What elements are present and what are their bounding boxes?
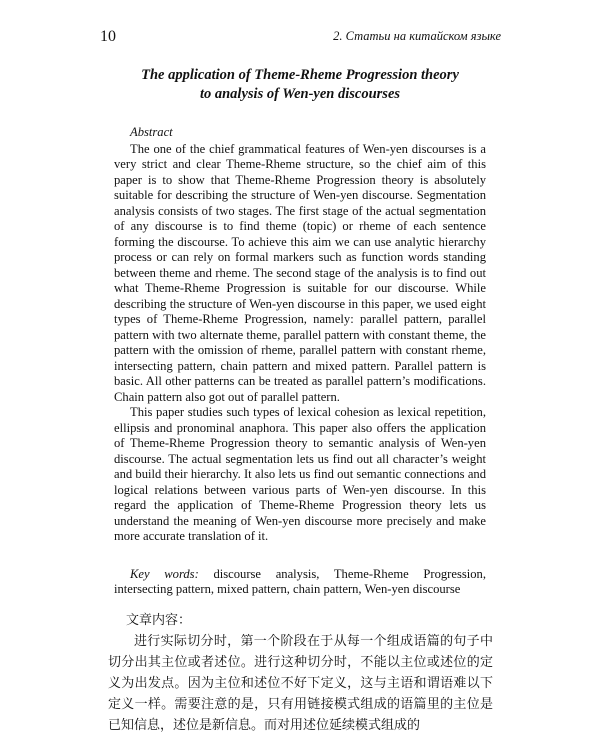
- keywords: [114, 567, 486, 598]
- chinese-content-label: 文章内容：: [126, 613, 192, 628]
- abstract-paragraph: The one of the chief grammatical features of Wen-yen discourses is a very strict and clear Theme-Rheme structure, so the chief aim of this paper is to show that Theme-Rheme Progression theory is absolutely suitable for describing the structure of Wen-yen discourse. Segmentation analysis consists of two stages. The first stage of the actual segmentation of any discourse is to find theme (topic) or rheme of each sentence forming the discourse. To achieve this aim we can use analytic hierarchy process or can rely on formal markers such as function words standing between theme and rheme. The second stage of the analysis is to find out what Theme-Rheme Progression is suitable for our discourse. While describing the structure of Wen-yen discourse in this paper, we used eight types of Theme-Rheme Progression, namely: parallel pattern, parallel pattern with two alternate theme, parallel pattern with constant theme, the pattern with the omission of rheme, parallel pattern with constant rheme, intersecting pattern, chain pattern and mixed pattern. Parallel pattern is basic. All other patterns can be treated as parallel pattern’s modifications. Chain pattern also got out of parallel pattern.: [114, 141, 486, 404]
- title-line-2: to analysis of Wen-yen discourses: [199, 86, 401, 102]
- abstract-section: [114, 125, 486, 598]
- page-header: [100, 28, 501, 48]
- keywords-text: discourse analysis, Theme-Rheme Progression, intersecting pattern, mixed pattern, chain pattern, Wen-yen discourse: [114, 566, 486, 596]
- chinese-content: [108, 610, 493, 736]
- abstract-heading: Abstract: [130, 125, 173, 139]
- title-line-1: The application of Theme-Rheme Progression theory: [141, 67, 459, 83]
- chinese-content-body: 进行实际切分时，第一个阶段在于从每一个组成语篇的句子中切分出其主位或者述位。进行这种切分时，不能以主位或述位的定义为出发点。因为主位和述位不好下定义，这与主语和谓语难以下定义一样。需要注意的是，只有用链接模式组成的语篇里的主位是已知信息，述位是新信息。而对用述位延续模式组成的: [108, 634, 493, 733]
- article-title: [90, 66, 510, 104]
- abstract-paragraph: This paper studies such types of lexical cohesion as lexical repetition, ellipsis and pronominal anaphora. This paper also offers the application of Theme-Rheme Progression theory to semantic analysis of Wen-yen discourse. The actual segmentation lets us find out all character’s weight and build their hierarchy. It also lets us find out semantic connections and logical relations between various parts of Wen-yen discourse. In this regard the application of Theme-Rheme Progression theory lets us understand the meaning of Wen-yen discourse more precisely and make more accurate translation of it.: [114, 405, 486, 543]
- keywords-label: Key words:: [130, 566, 199, 581]
- page-number: 10: [100, 28, 116, 45]
- running-head: 2. Статьи на китайском языке: [333, 29, 501, 43]
